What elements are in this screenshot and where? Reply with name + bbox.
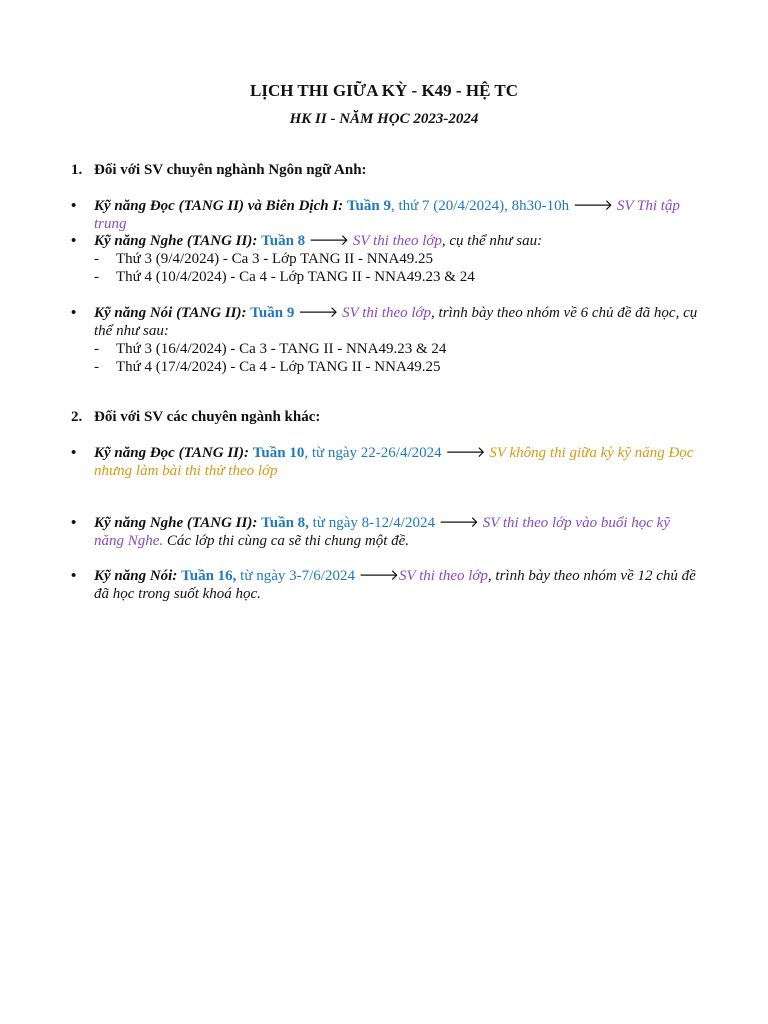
skill-label: Kỹ năng Nói: bbox=[94, 568, 178, 584]
bullet-icon: • bbox=[71, 233, 77, 249]
bullet-icon: • bbox=[71, 515, 77, 531]
schedule-line bbox=[94, 358, 701, 376]
exam-time: từ ngày 3-7/6/2024 bbox=[236, 568, 355, 584]
arrow-right-icon: 🡒 bbox=[298, 305, 339, 321]
skill-label: Kỹ năng Đọc (TANG II) và Biên Dịch I: bbox=[94, 198, 344, 214]
dash-icon: - bbox=[94, 359, 99, 375]
section-number: 2. bbox=[71, 409, 83, 425]
list-item bbox=[71, 197, 701, 233]
skill-label: Kỹ năng Nghe (TANG II): bbox=[94, 233, 258, 249]
list-item bbox=[71, 444, 701, 480]
skill-label: Kỹ năng Nghe (TANG II): bbox=[94, 515, 258, 531]
exam-note: SV thi theo lớp bbox=[342, 305, 432, 321]
exam-time: , thứ 7 (20/4/2024), 8h30-10h bbox=[390, 198, 570, 214]
page-subtitle: HK II - NĂM HỌC 2023-2024 bbox=[289, 111, 479, 127]
section-1-heading bbox=[71, 161, 367, 179]
dash-icon: - bbox=[94, 251, 99, 267]
week-label: Tuần 9 bbox=[346, 198, 391, 214]
page-title: LỊCH THI GIỮA KỲ - K49 - HỆ TC bbox=[250, 81, 518, 100]
schedule-line bbox=[94, 250, 701, 268]
skill-label: Kỹ năng Nói (TANG II): bbox=[94, 305, 247, 321]
detail-text: , cụ thể như sau: bbox=[441, 233, 543, 249]
detail-text: , trình bày theo nhóm về 6 chủ đề đã học, cụ thể như sau: bbox=[94, 305, 698, 339]
schedule-text: Thứ 3 (16/4/2024) - Ca 3 - TANG II - NNA49.23 & 24 bbox=[116, 341, 447, 357]
arrow-right-icon: 🡒 bbox=[308, 233, 350, 249]
detail-text: , trình bày theo nhóm về 12 chủ đề đã học trong suốt khoá học. bbox=[94, 568, 696, 602]
bullet-icon: • bbox=[71, 305, 77, 321]
week-label: Tuần 9 bbox=[250, 305, 295, 321]
schedule-text: Thứ 4 (10/4/2024) - Ca 4 - Lớp TANG II - NNA49.23 & 24 bbox=[116, 269, 475, 285]
section-heading-text: Đối với SV chuyên nghành Ngôn ngữ Anh: bbox=[94, 162, 367, 178]
section-heading-text: Đối với SV các chuyên ngành khác: bbox=[94, 409, 321, 425]
exam-note: SV không thi giữa kỳ kỹ năng Đọc nhưng làm bài thi thử theo lớp bbox=[94, 445, 694, 479]
week-label: Tuần 16, bbox=[181, 568, 237, 584]
exam-note: SV Thi tập trung bbox=[94, 198, 680, 232]
arrow-right-icon: 🡒 bbox=[572, 198, 614, 214]
schedule-line bbox=[94, 268, 701, 286]
schedule-text: Thứ 3 (9/4/2024) - Ca 3 - Lớp TANG II - NNA49.25 bbox=[116, 251, 434, 267]
exam-note: SV thi theo lớp vào buổi học kỹ năng Nghe. bbox=[94, 515, 670, 549]
dash-icon: - bbox=[94, 341, 99, 357]
arrow-right-icon: 🡒 bbox=[445, 445, 486, 461]
exam-note: SV thi theo lớp bbox=[352, 233, 442, 249]
list-item bbox=[71, 232, 701, 286]
week-label: Tuần 8 bbox=[261, 233, 306, 249]
skill-label: Kỹ năng Đọc (TANG II): bbox=[94, 445, 250, 461]
bullet-icon: • bbox=[71, 198, 77, 214]
bullet-icon: • bbox=[71, 568, 77, 584]
list-item bbox=[71, 567, 701, 603]
schedule-text: Thứ 4 (17/4/2024) - Ca 4 - Lớp TANG II - NNA49.25 bbox=[116, 359, 441, 375]
detail-text: Các lớp thi cùng ca sẽ thi chung một đề. bbox=[163, 533, 410, 549]
schedule-line bbox=[94, 340, 701, 358]
bullet-icon: • bbox=[71, 445, 77, 461]
week-label: Tuần 10 bbox=[252, 445, 305, 461]
list-item bbox=[71, 514, 701, 550]
section-number: 1. bbox=[71, 162, 83, 178]
arrow-right-icon: 🡒 bbox=[438, 515, 479, 531]
exam-time: , từ ngày 22-26/4/2024 bbox=[304, 445, 442, 461]
week-label: Tuần 8, bbox=[261, 515, 309, 531]
list-item bbox=[71, 304, 701, 376]
arrow-right-icon: 🡒 bbox=[358, 568, 399, 584]
exam-note: SV thi theo lớp bbox=[398, 568, 488, 584]
dash-icon: - bbox=[94, 269, 99, 285]
exam-time: từ ngày 8-12/4/2024 bbox=[308, 515, 435, 531]
section-2-heading bbox=[71, 408, 320, 426]
